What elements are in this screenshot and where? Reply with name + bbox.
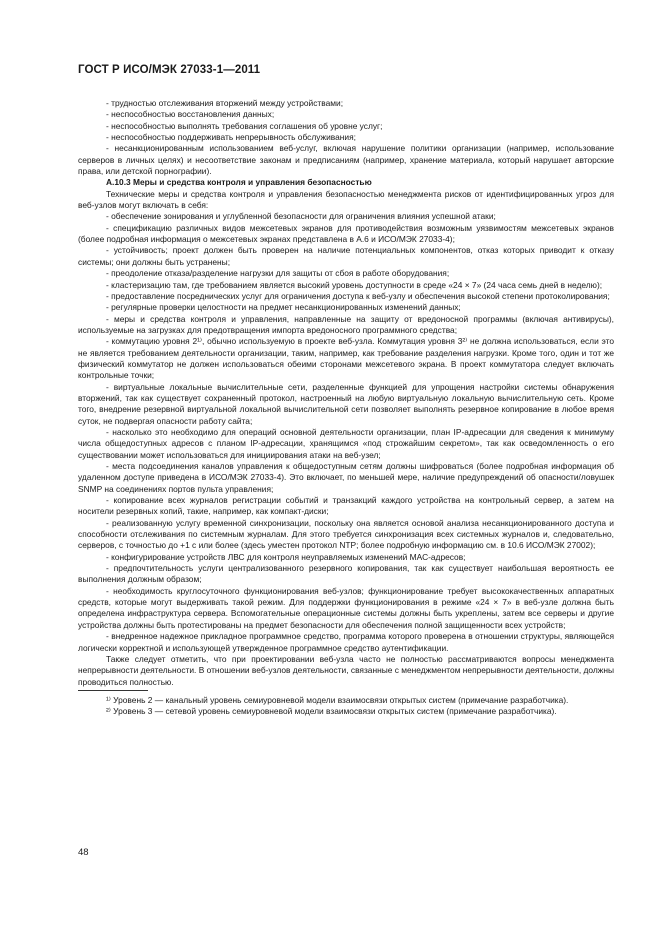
list-item: - необходимость круглосуточного функционирования веб-узлов; функционирование требует высококачественных аппаратных средств, которые могут выдерживать такой режим. Для поддержки функционирования в режиме «24 × 7» в веб-узле должна быть определена инфраструктура сервера. Вспомогательные операционные системы должны быть укреплены, затем все серверы и другие устройства должны быть протестированы на предмет безопасности для обеспечения полной защищенности всех устройств;: [78, 585, 614, 630]
list-item: - преодоление отказа/разделение нагрузки для защиты от сбоя в работе оборудования;: [106, 268, 450, 279]
list-item: - копирование всех журналов регистрации событий и транзакций каждого устройства на контрольный сервер, а затем на носители резервных копий, такие, например, как компакт-диски;: [78, 495, 614, 517]
section-heading: А.10.3 Меры и средства контроля и управления безопасностью: [106, 177, 372, 188]
paragraph: Также следует отметить, что при проектировании веб-узла часто не полностью рассматриваются вопросы менеджмента непрерывности деятельности. В отношении веб-узлов деятельности, связанные с менеджментом непрерывности деятельности, должны проводиться полностью.: [78, 653, 614, 687]
list-item: - неспособностью восстановления данных;: [106, 109, 275, 120]
list-item: - кластеризацию там, где требованием является высокий уровень доступности в среде «24 × 7» (24 часа семь дней в неделю);: [106, 279, 603, 290]
list-item: - неспособностью выполнять требования соглашения об уровне услуг;: [106, 120, 383, 131]
list-item: - предоставление посреднических услуг для ограничения доступа к веб-узлу и обеспечения высокой степени протоколирования;: [106, 290, 610, 301]
list-item: - виртуальные локальные вычислительные сети, разделенные функцией для упрощения настройки системы обнаружения вторжений, так как существует сохраненный протокол, настроенный на любую виртуальную локальную вычислительную сеть. Кроме того, внедрение резервной виртуальной локальной вычислительной сети позволяет выполнять резервное копирование в любое время суток, не подвергая опасности работу сайта;: [78, 381, 614, 426]
list-item: - трудностью отслеживания вторжений между устройствами;: [106, 98, 344, 108]
list-item: - конфигурирование устройств ЛВС для контроля неуправляемых изменений МАС-адресов;: [106, 551, 466, 562]
list-item: - неспособностью поддерживать непрерывность обслуживания;: [106, 132, 356, 143]
list-item: - несанкционированным использованием веб-услуг, включая нарушение политики организации (например, использование серверов в личных целях) и несоответствие законам и предписаниям (например, хранение материала, который нарушает авторские права, или детской порнографии).: [78, 143, 614, 177]
list-item: - спецификацию различных видов межсетевых экранов для противодействия возможным уязвимостям межсетевых экранов (более подробная информация о межсетевых экранах представлена в А.6 и ИСО/МЭК 27033-4);: [78, 222, 614, 245]
list-item: - насколько это необходимо для операций основной деятельности организации, план IP-адресации для сведения к минимуму числа общедоступных адресов с планом IP-адресации, хранящимся «под строжайшим секретом», так как осведомленность о его существовании может использоваться для инициирования атаки на веб-узел;: [78, 426, 614, 460]
list-item: - предпочтительность услуги централизованного резервного копирования, так как существует наибольшая вероятность ее выполнения должным образом;: [78, 563, 614, 585]
paragraph: Технические меры и средства контроля и управления безопасностью менеджмента рисков от идентифицированных угроз для веб-узлов могут включать в себя:: [78, 188, 614, 211]
list-item: - меры и средства контроля и управления, направленные на защиту от вредоносной программы (включая антивирусы), используемые на загрузках для предотвращения импорта вредоносного программного средства;: [78, 313, 614, 335]
list-item: - обеспечение зонирования и углубленной безопасности для ограничения влияния успешной атаки;: [106, 211, 496, 222]
list-item: - внедренное надежное прикладное программное средство, программа которого проверена в отношении структуры, являющейся логически корректной и использующей утвержденное программное средство аутентификации.: [78, 631, 614, 653]
footnote: ¹⁾ Уровень 2 — канальный уровень семиуровневой модели взаимосвязи открытых систем (примечание разработчика).: [106, 694, 569, 705]
footnote-list: [78, 695, 614, 718]
list-item: - устойчивость; проект должен быть проверен на наличие потенциальных компонентов, отказ которых приводит к отказу системы; они должны быть устранены;: [78, 245, 614, 267]
footnote-divider: [78, 690, 148, 691]
document-header: ГОСТ Р ИСО/МЭК 27033-1—2011: [78, 64, 261, 76]
list-item: - регулярные проверки целостности на предмет несанкционированных изменений данных;: [106, 302, 461, 313]
footnote: ²⁾ Уровень 3 — сетевой уровень семиуровневой модели взаимосвязи открытых систем (примечание разработчика).: [106, 706, 557, 717]
list-item: - реализованную услугу временной синхронизации, поскольку она является основой анализа несанкционированного доступа и способности отслеживания по системным журналам. Для этого требуется синхронизация всех системных журналов и, следовательно, серверов, с точностью до +1 с или более (здесь уместен протокол NTP; более подробную информацию см. в 10.6 ИСО/МЭК 27002);: [78, 517, 614, 551]
list-item: - коммутацию уровня 2¹⁾, обычно используемую в проекте веб-узла. Коммутация уровня 3²⁾ не должна использоваться, если это не является требованием деятельности организации, таким, например, как требование разделения нагрузки. Кроме того, один и тот же физический коммутатор не должен использоваться обеими сторонами межсетевого экрана. В проект коммутатора следует включать контрольные точки;: [78, 336, 614, 381]
list-item: - места подсоединения каналов управления к общедоступным сетям должны шифроваться (более подробная информация об удаленном доступе приведена в ИСО/МЭК 27033-4). Это включает, по меньшей мере, наличие предупреждений об опасности/ловушек SNMP на соединениях портов пульта управления;: [78, 461, 614, 494]
page-number: 48: [78, 847, 89, 858]
document-body: [78, 98, 614, 718]
paragraph-list: [78, 98, 614, 688]
